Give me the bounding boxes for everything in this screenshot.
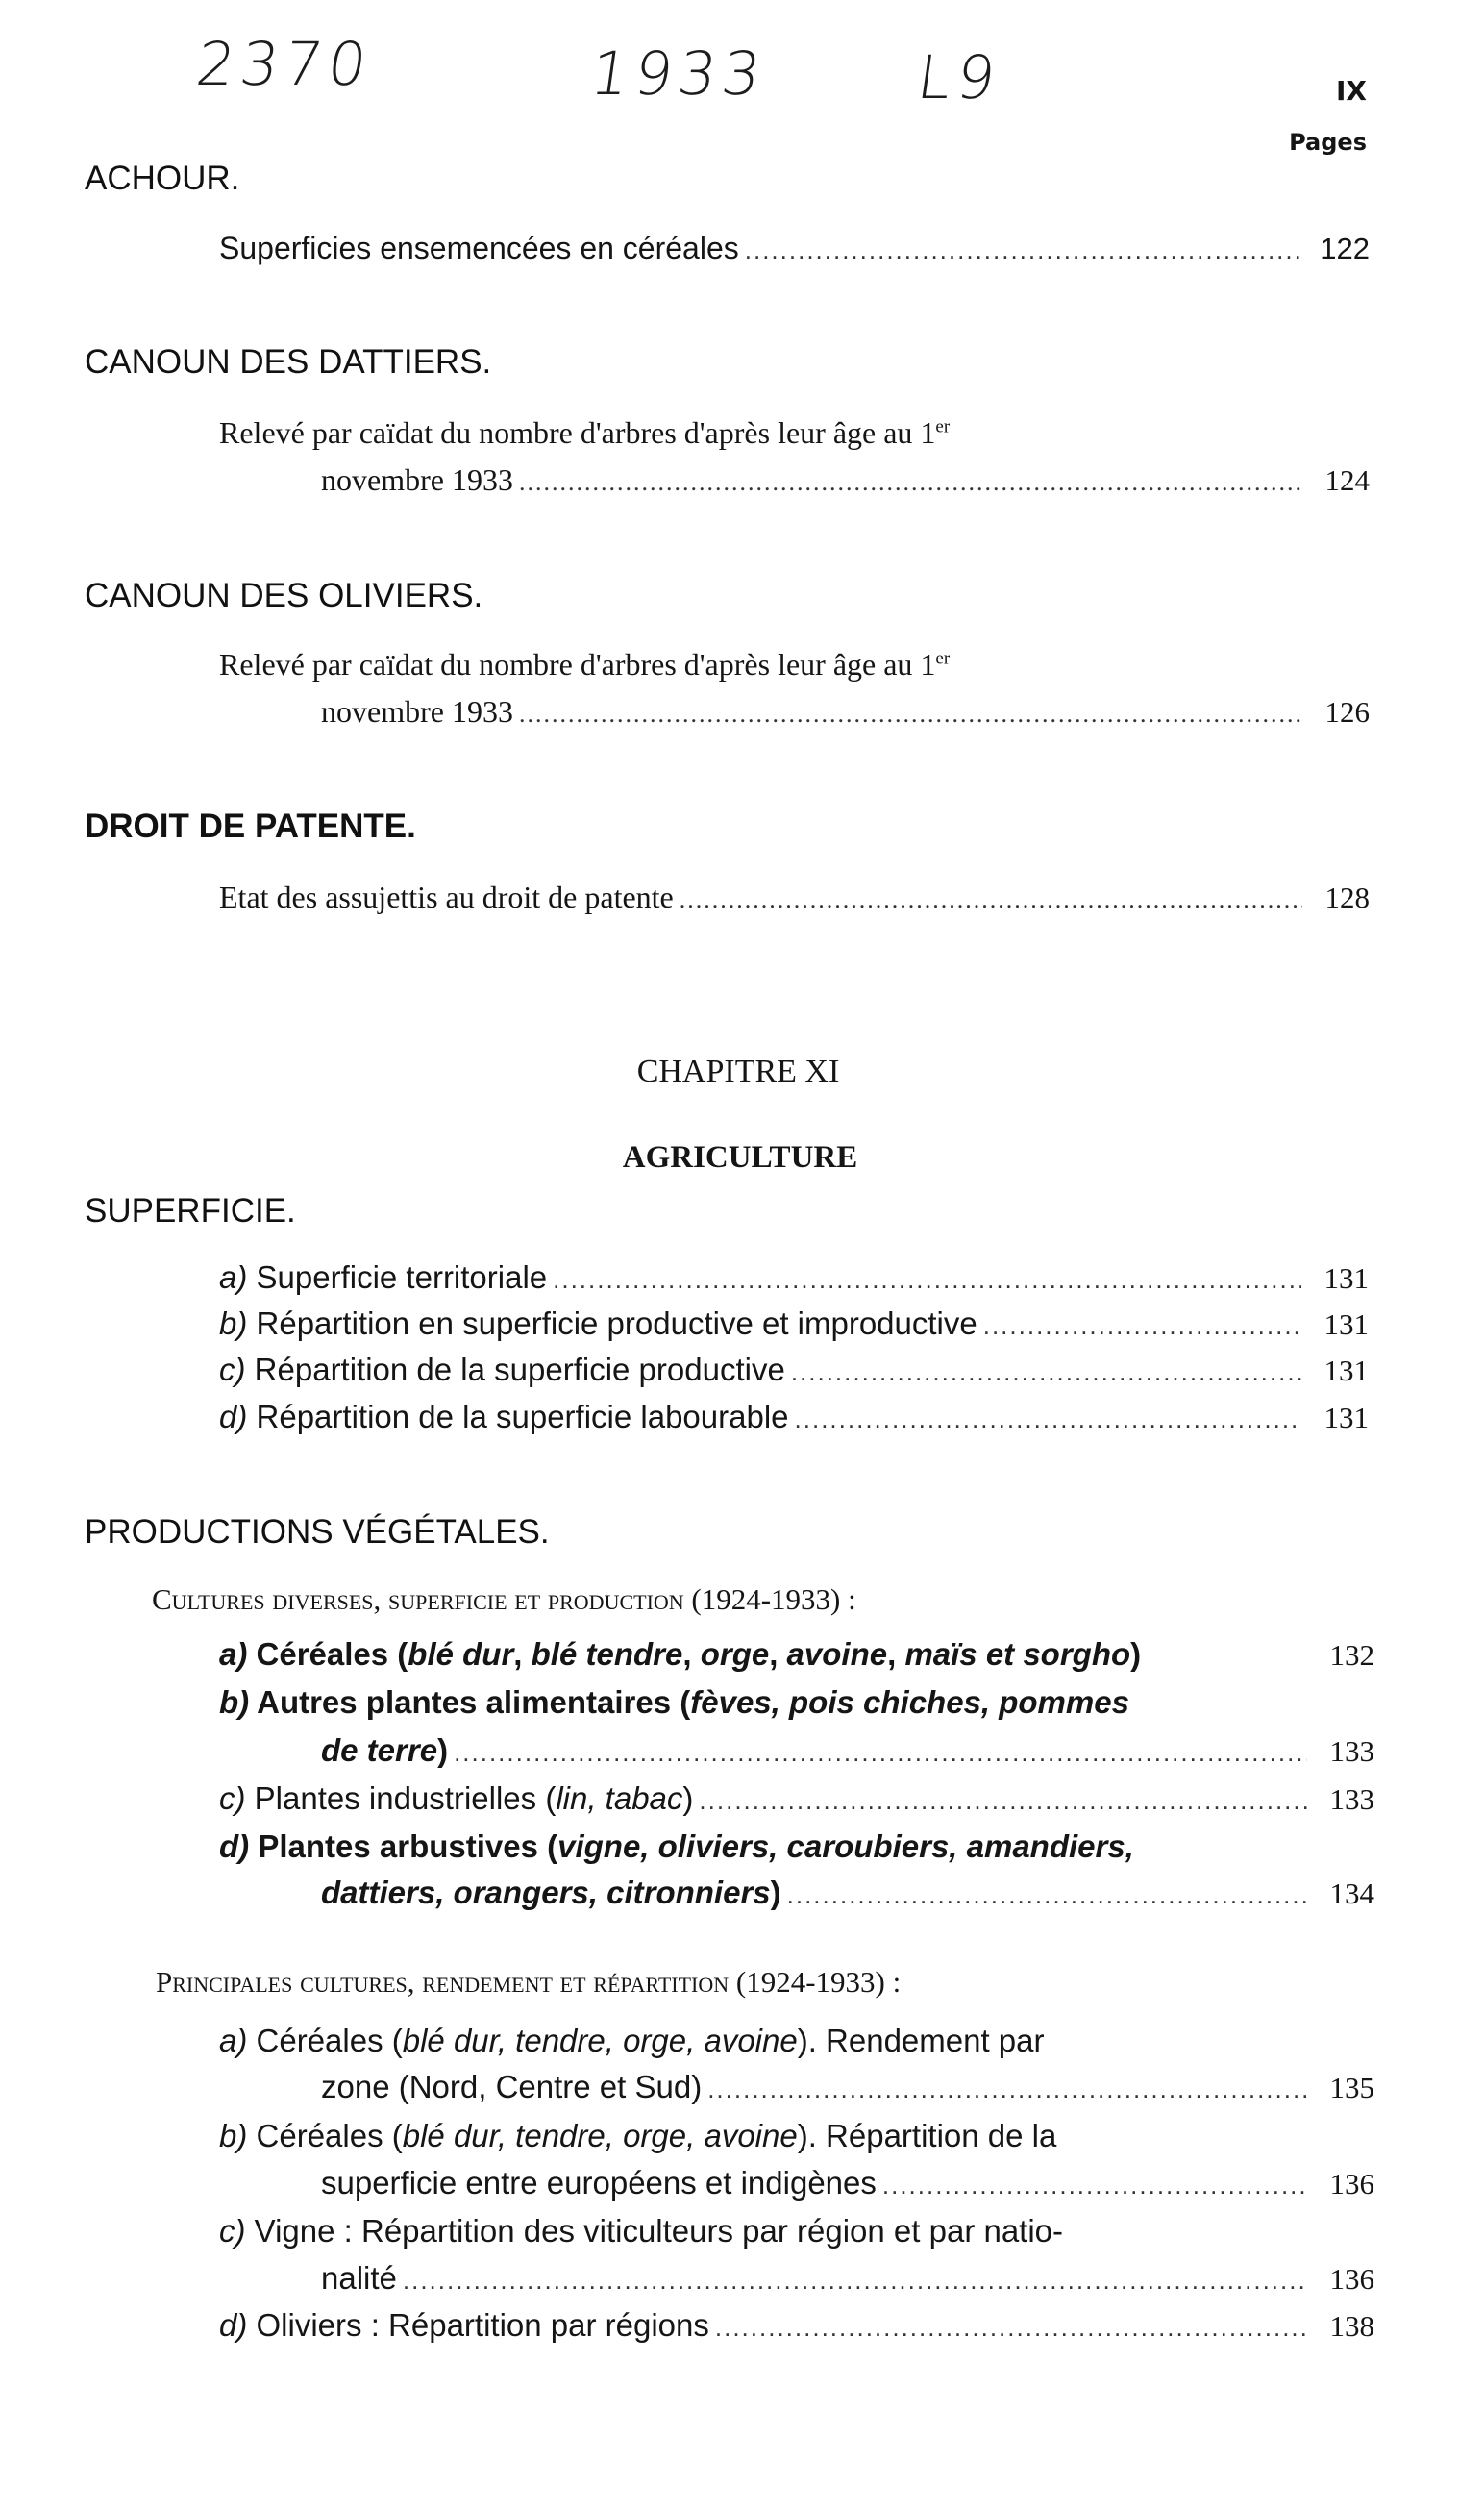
section-title-patente: DROIT DE PATENTE.	[85, 808, 416, 845]
toc-entry-superficie	[219, 1306, 1369, 1342]
entry-page: 136	[1329, 2167, 1374, 2201]
entry-text: Répartition de la superficie productive	[254, 1352, 785, 1387]
toc-entry-patente	[219, 880, 1370, 915]
entry-label: Céréales (	[256, 2118, 403, 2153]
toc-entry-cultures-c	[219, 1780, 1374, 1817]
entry-page: 128	[1324, 881, 1370, 914]
toc-entry-cultures-d-line1	[219, 1828, 1134, 1865]
section-title-dattiers: CANOUN DES DATTIERS.	[85, 343, 492, 381]
entry-rest: ). Répartition de la	[797, 2118, 1057, 2153]
entry-text-group	[219, 2307, 709, 2344]
entry-text: superficie entre européens et indigènes	[321, 2165, 877, 2201]
entry-text: novembre 1933	[321, 694, 513, 729]
italic-term: avoine	[786, 1636, 888, 1672]
entry-label: Plantes arbustives (	[258, 1828, 558, 1864]
superscript: er	[935, 648, 951, 669]
leader-dots	[882, 2171, 1307, 2201]
toc-entry-cultures-b-line2	[321, 1732, 1374, 1769]
italic-term: blé tendre	[531, 1636, 683, 1672]
toc-entry-principales-c-line1	[219, 2213, 1063, 2250]
entry-letter: d)	[219, 1399, 248, 1434]
entry-page: 133	[1329, 1782, 1374, 1816]
toc-entry-cultures-b-line1	[219, 1684, 1129, 1721]
italic-term: maïs et sorgho	[904, 1636, 1131, 1672]
entry-text-group	[321, 1732, 448, 1769]
entry-text: Répartition en superficie productive et improductive	[256, 1306, 977, 1341]
subsection-heading-cultures: Cultures diverses, superficie et production (1924-1933) :	[152, 1582, 856, 1616]
toc-entry-dattiers-line1	[219, 415, 1288, 451]
separator: )	[437, 1732, 449, 1768]
leader-dots	[787, 1880, 1307, 1910]
leader-dots	[745, 236, 1302, 265]
entry-letter: c)	[219, 2213, 246, 2249]
entry-letter: b)	[219, 2118, 248, 2153]
toc-entry-oliviers-line1	[219, 647, 1288, 683]
page-number-roman: IX	[1335, 75, 1367, 107]
italic-term: blé dur, tendre, orge, avoine	[402, 2023, 798, 2058]
leader-dots	[454, 1738, 1307, 1768]
italic-term: orge	[700, 1636, 770, 1672]
entry-text-group	[321, 1875, 781, 1911]
leader-dots	[403, 2266, 1307, 2296]
separator: ,	[682, 1636, 701, 1672]
separator: )	[770, 1875, 781, 1910]
italic-term: blé dur, tendre, orge, avoine	[402, 2118, 798, 2153]
handwritten-code: L9	[912, 42, 1006, 112]
separator: ,	[513, 1636, 532, 1672]
entry-page: 131	[1323, 1261, 1369, 1295]
entry-page: 136	[1329, 2262, 1374, 2296]
section-title-superficie: SUPERFICIE.	[85, 1192, 296, 1230]
entry-label: Céréales (	[256, 2023, 403, 2058]
entry-page: 138	[1329, 2309, 1374, 2343]
toc-entry-principales-d	[219, 2307, 1374, 2344]
italic-term: dattiers, orangers, citronniers	[321, 1875, 771, 1910]
entry-page: 133	[1329, 1734, 1374, 1768]
entry-text: Superficies ensemencées en céréales	[219, 231, 739, 265]
entry-letter: d)	[219, 1828, 250, 1864]
entry-page: 132	[1329, 1638, 1374, 1672]
entry-text: Oliviers : Répartition par régions	[256, 2307, 709, 2343]
leader-dots	[983, 1311, 1301, 1341]
entry-letter: b)	[219, 1306, 248, 1341]
entry-page: 135	[1329, 2071, 1374, 2104]
entry-label: Céréales (	[256, 1636, 408, 1672]
toc-entry-superficie	[219, 1352, 1369, 1388]
section-title-oliviers: CANOUN DES OLIVIERS.	[85, 577, 483, 614]
toc-entry-principales-c-line2	[321, 2260, 1374, 2297]
handwritten-year: 1933	[585, 38, 771, 109]
superscript: er	[935, 416, 951, 437]
entry-text: novembre 1933	[321, 462, 513, 497]
entry-text-group	[219, 1399, 789, 1435]
entry-letter: a)	[219, 2023, 248, 2058]
toc-entry-cultures-d-line2	[321, 1875, 1374, 1911]
entry-page: 124	[1324, 463, 1370, 497]
subsection-heading-principales: Principales cultures, rendement et répartition (1924-1933) :	[156, 1965, 902, 1999]
toc-entry-principales-a-line1	[219, 2023, 1045, 2059]
toc-entry-dattiers-line2	[321, 462, 1370, 498]
separator: ,	[887, 1636, 905, 1672]
entry-text: Superficie territoriale	[256, 1259, 548, 1295]
entry-page: 131	[1323, 1401, 1369, 1434]
entry-text: zone (Nord, Centre et Sud)	[321, 2069, 703, 2104]
italic-term: blé dur	[408, 1636, 514, 1672]
toc-entry-cultures-a	[219, 1636, 1374, 1673]
italic-term: fèves, pois chiches, pommes	[690, 1684, 1129, 1720]
entry-text-group	[219, 1259, 547, 1296]
entry-page: 134	[1329, 1877, 1374, 1910]
entry-text: Vigne : Répartition des viticulteurs par région et par natio-	[254, 2213, 1064, 2249]
toc-entry-principales-b-line2	[321, 2165, 1374, 2201]
italic-term: lin, tabac	[556, 1780, 683, 1816]
entry-label: Plantes industrielles (	[254, 1780, 556, 1816]
entry-page: 131	[1323, 1307, 1369, 1341]
leader-dots	[680, 885, 1302, 914]
separator: )	[682, 1780, 694, 1816]
entry-text-group	[219, 1636, 1141, 1673]
toc-entry-principales-b-line1	[219, 2118, 1056, 2154]
chapter-title: AGRICULTURE	[622, 1140, 858, 1175]
entry-letter: a)	[219, 1636, 248, 1672]
leader-dots	[519, 468, 1302, 497]
entry-page: 122	[1320, 232, 1370, 265]
entry-text: Relevé par caïdat du nombre d'arbres d'après leur âge au 1	[219, 647, 936, 682]
entry-text-group	[219, 1306, 977, 1342]
chapter-number: CHAPITRE XI	[636, 1054, 840, 1089]
toc-entry-achour	[219, 231, 1370, 266]
toc-entry-superficie	[219, 1399, 1369, 1435]
entry-label: Autres plantes alimentaires (	[257, 1684, 691, 1720]
toc-entry-superficie	[219, 1259, 1369, 1296]
entry-text: Relevé par caïdat du nombre d'arbres d'après leur âge au 1	[219, 415, 936, 450]
entry-text: Répartition de la superficie labourable	[256, 1399, 789, 1434]
separator: ,	[769, 1636, 787, 1672]
leader-dots	[791, 1357, 1301, 1387]
entry-letter: d)	[219, 2307, 248, 2343]
entry-text: Etat des assujettis au droit de patente	[219, 880, 674, 914]
entry-letter: c)	[219, 1780, 246, 1816]
italic-term: de terre	[321, 1732, 438, 1768]
entry-text-group	[219, 1352, 785, 1388]
entry-page: 126	[1324, 695, 1370, 729]
entry-letter: a)	[219, 1259, 248, 1295]
entry-rest: ). Rendement par	[797, 2023, 1045, 2058]
entry-page: 131	[1323, 1354, 1369, 1387]
section-title-productions: PRODUCTIONS VÉGÉTALES.	[85, 1513, 550, 1551]
pages-column-label: Pages	[1289, 129, 1367, 156]
entry-letter: b)	[219, 1684, 250, 1720]
leader-dots	[519, 700, 1302, 729]
toc-entry-oliviers-line2	[321, 694, 1370, 730]
separator: )	[1130, 1636, 1142, 1672]
entry-letter: c)	[219, 1352, 246, 1387]
handwritten-ref: 2370	[191, 29, 377, 99]
italic-term: vigne, oliviers, caroubiers, amandiers,	[557, 1828, 1134, 1864]
section-title-achour: ACHOUR.	[85, 160, 240, 197]
leader-dots	[715, 2313, 1307, 2343]
entry-text: nalité	[321, 2260, 397, 2296]
leader-dots	[707, 2075, 1307, 2104]
entry-text-group	[219, 1780, 693, 1817]
leader-dots	[699, 1786, 1307, 1816]
toc-entry-principales-a-line2	[321, 2069, 1374, 2105]
leader-dots	[795, 1405, 1301, 1434]
leader-dots	[553, 1265, 1301, 1295]
